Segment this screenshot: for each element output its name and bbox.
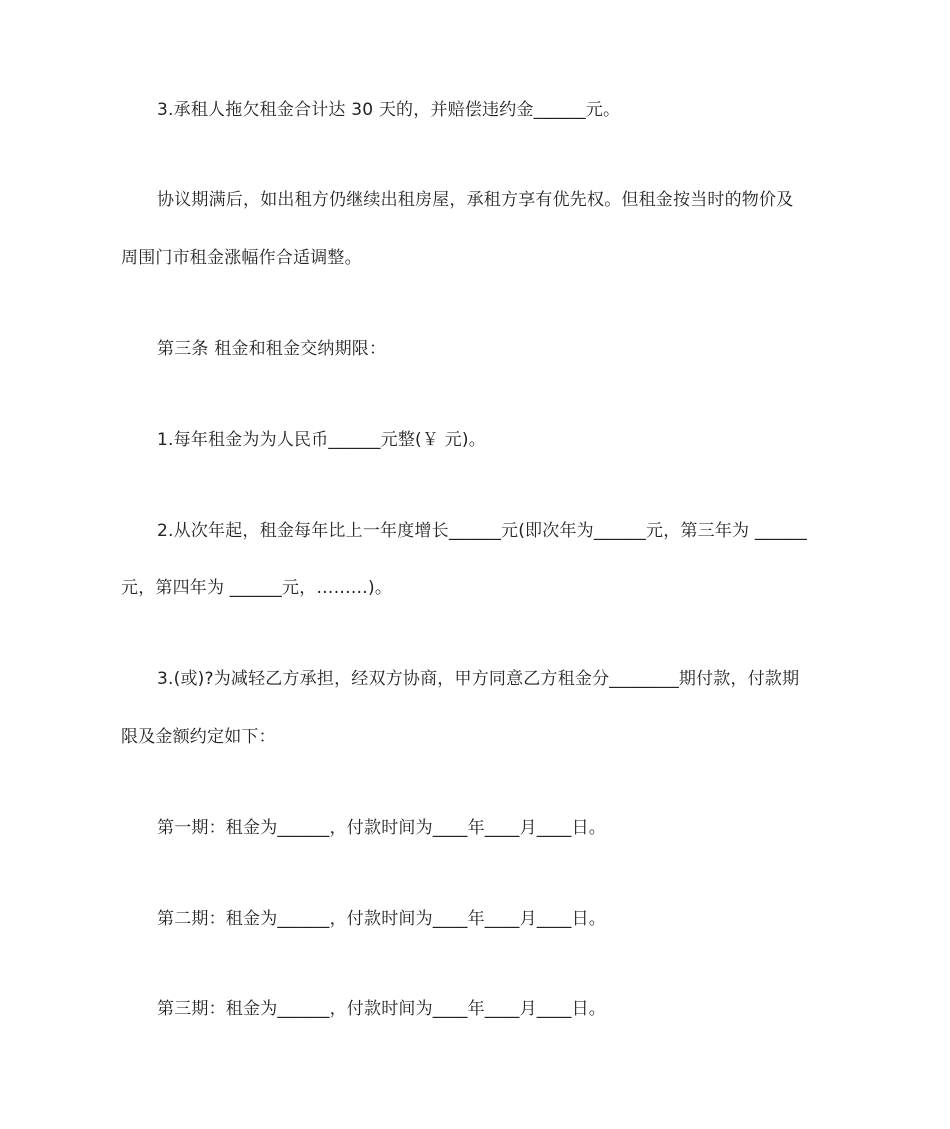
clause-3-penalty-line: 3.承租人拖欠租金合计达 30 天的，并赔偿违约金______元。	[157, 100, 621, 120]
installment-period-2: 第二期：租金为______，付款时间为____年____月____日。	[157, 909, 606, 929]
annual-rent-line: 1.每年租金为为人民币______元整(￥ 元)。	[157, 430, 486, 450]
renewal-priority-line-1: 协议期满后，如出租方仍继续出租房屋，承租方享有优先权。但租金按当时的物价及	[157, 190, 794, 210]
article-3-heading: 第三条 租金和租金交纳期限：	[157, 339, 387, 359]
installment-terms-line-1: 3.(或)?为减轻乙方承担，经双方协商，甲方同意乙方租金分________期付款，付款期	[157, 669, 800, 689]
rent-increase-line-1: 2.从次年起，租金每年比上一年度增长______元(即次年为______元，第三年为 ______	[157, 521, 808, 541]
rent-increase-line-2: 元，第四年为 ______元，………)。	[121, 578, 393, 598]
renewal-priority-line-2: 周围门市租金涨幅作合适调整。	[121, 248, 362, 268]
installment-terms-line-2: 限及金额约定如下：	[121, 727, 276, 747]
installment-period-3: 第三期：租金为______，付款时间为____年____月____日。	[157, 999, 606, 1019]
installment-period-1: 第一期：租金为______，付款时间为____年____月____日。	[157, 818, 606, 838]
